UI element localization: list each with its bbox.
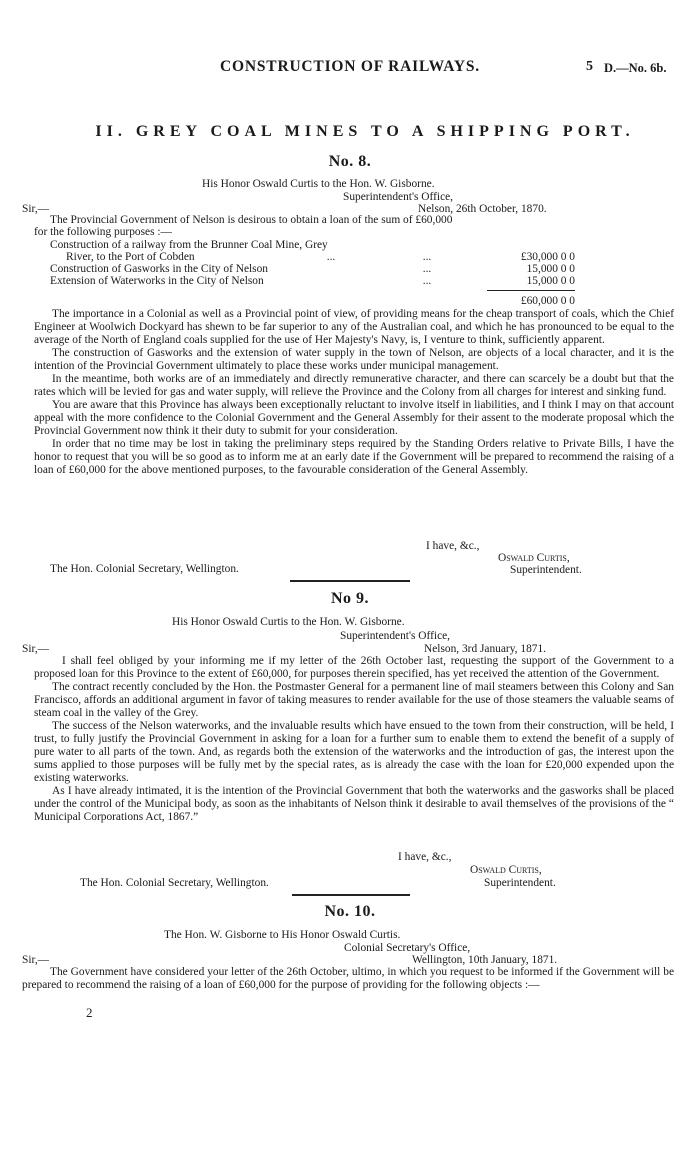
letter-signature: Oswald Curtis, bbox=[470, 864, 542, 876]
list-item-text: River, to the Port of Cobden bbox=[66, 251, 195, 263]
list-item-text: Extension of Waterworks in the City of Nelson bbox=[50, 275, 264, 287]
letter-office: Superintendent's Office, bbox=[343, 191, 454, 203]
letter-office: Superintendent's Office, bbox=[340, 630, 451, 642]
paragraph: The construction of Gasworks and the extension of water supply in the town of Nelson, are objects of a local character, and it is the intention of the Provincial Government ultimately to place these works under municipal management. bbox=[34, 347, 674, 372]
page-header-title: CONSTRUCTION OF RAILWAYS. bbox=[220, 58, 480, 75]
section-title: II. GREY COAL MINES TO A SHIPPING PORT. bbox=[95, 123, 635, 140]
letter-body bbox=[34, 655, 674, 824]
leader-dots: ... bbox=[422, 251, 432, 263]
list-item-amount: 15,000 0 0 bbox=[526, 275, 575, 287]
letter-from-to: His Honor Oswald Curtis to the Hon. W. Gisborne. bbox=[202, 178, 435, 190]
letter-closing: I have, &c., bbox=[398, 851, 452, 863]
letter-number: No 9. bbox=[330, 590, 370, 607]
letter-from-to: His Honor Oswald Curtis to the Hon. W. Gisborne. bbox=[172, 616, 405, 628]
letter-intro: for the following purposes :— bbox=[34, 226, 172, 238]
letter-office: Colonial Secretary's Office, bbox=[344, 942, 471, 954]
paragraph: As I have already intimated, it is the intention of the Provincial Government that both the waterworks and the gasworks shall be placed under the control of the Municipal body, as soon as the inhabitants of Nelson think it desirable to avail themselves of the provisions of the “ Municipal Corporations Act, 1867.” bbox=[34, 785, 674, 823]
paragraph: I shall feel obliged by your informing me if my letter of the 26th October last, requesting the support of the Government to a proposed loan for this Province to the extent of £60,000, for purposes therein specified, has yet received the attention of the Government. bbox=[34, 655, 674, 680]
letter-signer-title: Superintendent. bbox=[510, 564, 582, 576]
letter-place-date: Nelson, 26th October, 1870. bbox=[418, 203, 547, 215]
letter-from-to: The Hon. W. Gisborne to His Honor Oswald Curtis. bbox=[164, 929, 401, 941]
letter-signature: Oswald Curtis, bbox=[498, 552, 570, 564]
loan-total: £60,000 0 0 bbox=[520, 295, 575, 307]
section-divider bbox=[292, 894, 410, 896]
signature-mark: 2 bbox=[86, 1005, 93, 1020]
letter-body bbox=[22, 966, 674, 992]
letter-addressee: The Hon. Colonial Secretary, Wellington. bbox=[50, 563, 239, 575]
total-rule bbox=[487, 290, 575, 291]
letter-signer-title: Superintendent. bbox=[484, 877, 556, 889]
list-item-text: Construction of Gasworks in the City of Nelson bbox=[50, 263, 268, 275]
paragraph: The contract recently concluded by the Hon. the Postmaster General for a permanent line of mail steamers between this Colony and San Francisco, affords an additional argument in favor of taking measures to render available for the use of those steamers the valuable seams of steam coal in the valley of the Grey. bbox=[34, 681, 674, 719]
leader-dots: ... bbox=[422, 263, 432, 275]
letter-closing: I have, &c., bbox=[426, 540, 480, 552]
letter-number: No. 8. bbox=[328, 153, 372, 170]
page-number: 5 bbox=[586, 59, 593, 74]
letter-addressee: The Hon. Colonial Secretary, Wellington. bbox=[80, 877, 269, 889]
list-item-amount: £30,000 0 0 bbox=[520, 251, 575, 263]
letter-place-date: Nelson, 3rd January, 1871. bbox=[424, 643, 547, 655]
letter-salutation: Sir,— bbox=[22, 954, 50, 966]
letter-body bbox=[34, 308, 674, 477]
section-divider bbox=[290, 580, 410, 582]
leader-dots: ... bbox=[326, 251, 336, 263]
letter-place-date: Wellington, 10th January, 1871. bbox=[412, 954, 558, 966]
letter-number: No. 10. bbox=[324, 903, 376, 920]
paragraph: The importance in a Colonial as well as a Provincial point of view, of providing means for the cheap transport of coals, which the Chief Engineer at Woolwich Dockyard has shewn to be far superior to any of the Australian coal, and which he has pronounced to be equal to the average of the North of England coals supplied for the use of Her Majesty's Navy, is, I venture to think, sufficiently apparent. bbox=[34, 308, 674, 346]
paragraph: In order that no time may be lost in taking the preliminary steps required by the Standing Orders relative to Private Bills, I have the honor to request that you will be so good as to inform me at an early date if the Government will be prepared to recommend the raising of a loan of £60,000 for the above mentioned purposes, to the favourable consideration of the General Assembly. bbox=[34, 438, 674, 476]
paragraph: The success of the Nelson waterworks, and the invaluable results which have ensued to the town from their construction, will be held, I trust, to fully justify the Provincial Government in asking for a loan for a further sum to enable them to extend the benefit of a supply of pure water to all parts of the town. And, as regards both the extension of the waterworks and the introduction of gas, the interest upon the sums applied to those purposes will be fully met by the special rates, as is already the case with the loan for £20,000 expended upon the existing waterworks. bbox=[34, 720, 674, 784]
leader-dots: ... bbox=[422, 275, 432, 287]
paragraph: You are aware that this Province has always been exceptionally reluctant to involve itself in liabilities, and I think I may on that account appeal with the more confidence to the Colonial Government and the General Assembly for their assent to the moderate proposal which the Provincial Government now think it their duty to submit for your consideration. bbox=[34, 399, 674, 437]
letter-intro: The Provincial Government of Nelson is desirous to obtain a loan of the sum of £60,000 bbox=[50, 214, 453, 226]
letter-salutation: Sir,— bbox=[22, 203, 50, 215]
document-code: D.—No. 6b. bbox=[604, 61, 667, 75]
paragraph: The Government have considered your letter of the 26th October, ultimo, in which you request to be informed if the Government will be prepared to recommend the raising of a loan of £60,000 for the purpose of providing for the following objects :— bbox=[22, 966, 674, 991]
list-item-amount: 15,000 0 0 bbox=[526, 263, 575, 275]
list-item-text: Construction of a railway from the Brunner Coal Mine, Grey bbox=[50, 239, 328, 251]
paragraph: In the meantime, both works are of an immediately and directly remunerative character, and there can scarcely be a doubt but that the rates which will be levied for gas and water supply, will relieve the Province and the Colony from all charges for interest and sinking fund. bbox=[34, 373, 674, 398]
letter-salutation: Sir,— bbox=[22, 643, 50, 655]
